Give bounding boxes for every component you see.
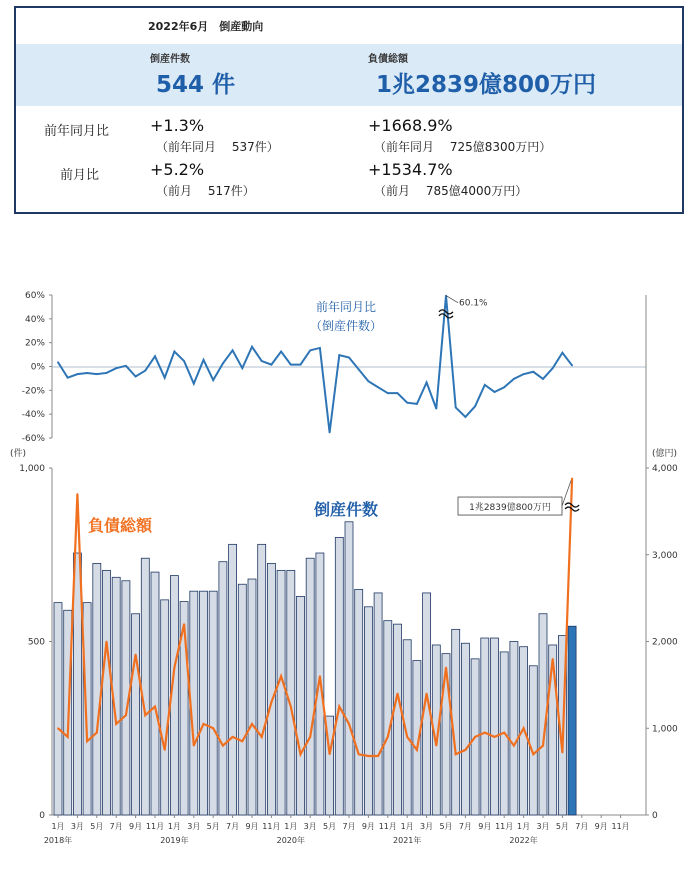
yoy-point [474,405,476,407]
yoy-point [309,349,311,351]
yoy-point [251,346,253,348]
debt-point [465,749,467,751]
yoy-count-note: （前年同月 537件） [156,140,279,154]
debt-point [338,706,340,708]
yoy-point [86,372,88,374]
year-label: 2018年 [43,836,73,845]
debt-point [455,753,457,755]
left-y-tick-label: 500 [27,637,45,648]
bar [209,591,217,815]
x-tick-label: 5月 [323,822,337,831]
yoy-point [523,373,525,375]
yoy-count: +1.3% [150,116,205,135]
yoy-point [280,351,282,353]
debt-point [115,723,117,725]
debt-series-title: 負債総額 [87,516,153,535]
debt-point [309,736,311,738]
bar [491,638,499,815]
bar [529,666,537,815]
bar [297,596,305,815]
debt-label: 負債総額 [368,54,408,65]
debt-point [387,736,389,738]
x-tick-label: 11月 [262,822,281,831]
summary-panel [14,6,684,214]
top-y-tick-label: -40% [21,410,45,421]
yoy-point [212,379,214,381]
debt-point [513,745,515,747]
debt-point [426,693,428,695]
yoy-point [542,378,544,380]
x-tick-label: 3月 [303,822,317,831]
debt-point [377,755,379,757]
x-tick-label: 7月 [458,822,472,831]
bar [384,621,392,815]
left-y-tick-label: 1,000 [19,464,45,474]
debt-point [358,753,360,755]
x-tick-label: 11月 [495,822,514,831]
yoy-point [174,351,176,353]
debt-point [193,745,195,747]
top-y-tick-label: 40% [24,314,45,325]
bar [267,563,275,815]
debt-point [532,753,534,755]
right-y-tick-label: 2,000 [652,637,678,648]
yoy-point [96,373,98,375]
bar [83,603,91,815]
bar [54,603,62,815]
bar [287,570,295,815]
bar [151,572,159,815]
year-label: 2020年 [276,836,305,845]
yoy-point [144,370,146,372]
count-value: 544 件 [156,72,236,98]
debt-point [203,723,205,725]
bar [103,570,111,815]
yoy-line [58,296,572,433]
yoy-point [154,355,156,357]
bar [394,624,402,815]
debt-point [144,714,146,716]
yoy-point [67,377,69,379]
x-tick-label: 1月 [167,822,181,831]
yoy-debt-note: （前年同月 725億8300万円） [374,140,552,154]
yoy-point [406,402,408,404]
debt-point [154,706,156,708]
x-tick-label: 3月 [187,822,201,831]
mom-debt-note: （前月 785億4000万円） [374,184,528,198]
year-label: 2021年 [393,836,422,845]
yoy-point [348,357,350,359]
bar [374,593,382,815]
bar-highlight [568,626,576,815]
yoy-peak-label: 60.1% [459,298,488,309]
x-tick-label: 7月 [575,822,589,831]
yoy-point [193,383,195,385]
debt-point [445,667,447,669]
debt-point [222,745,224,747]
debt-point [562,752,564,754]
yoy-point [222,363,224,365]
x-tick-label: 5月 [439,822,453,831]
debt-point [96,732,98,734]
debt-value: 1兆2839億800万円 [376,72,597,98]
right-y-tick-label: 3,000 [652,550,678,561]
yoy-point [455,407,457,409]
bar [229,544,237,815]
yoy-point [513,378,515,380]
mom-count: +5.2% [150,160,205,179]
bar [258,544,266,815]
bar [510,642,518,816]
x-tick-label: 5月 [555,822,569,831]
yoy-point [57,361,59,363]
bar [219,562,227,815]
yoy-point [368,380,370,382]
x-tick-label: 1月 [284,822,298,831]
debt-point [368,755,370,757]
debt-point [106,641,108,643]
debt-point [86,740,88,742]
bar [306,558,314,815]
yoy-point [232,349,234,351]
yoy-point [135,376,137,378]
x-tick-label: 9月 [361,822,375,831]
yoy-point [290,364,292,366]
debt-point [397,693,399,695]
top-chart-title: 前年同月比 [315,300,377,314]
debt-point [174,667,176,669]
mom-label: 前月比 [60,168,100,183]
top-y-tick-label: 0% [30,362,45,373]
top-y-tick-label: 20% [24,338,45,349]
x-tick-label: 9月 [594,822,608,831]
x-tick-label: 3月 [536,822,550,831]
bar [161,600,169,815]
bar [481,638,489,815]
x-tick-label: 7月 [226,822,240,831]
bar [141,558,149,815]
debt-point [329,753,331,755]
x-tick-label: 1月 [517,822,531,831]
debt-point [300,753,302,755]
yoy-point [426,382,428,384]
debt-point [212,727,214,729]
right-unit-label: (億円) [652,449,678,459]
x-tick-label: 1月 [400,822,414,831]
mom-debt: +1534.7% [368,160,453,179]
yoy-point [106,372,108,374]
yoy-point [203,359,205,361]
x-tick-label: 9月 [245,822,259,831]
bankruptcy-chart [0,280,700,880]
bar [132,614,140,815]
debt-annotation: 1兆2839億800万円 [469,503,551,514]
yoy-point [338,354,340,356]
x-tick-label: 3月 [420,822,434,831]
bar [364,607,372,815]
debt-point [280,675,282,677]
debt-point [164,749,166,751]
left-y-tick-label: 0 [39,811,45,821]
debt-point [552,658,554,660]
yoy-point [562,352,564,354]
debt-point [494,736,496,738]
debt-point [571,478,573,480]
debt-point [484,732,486,734]
bar [549,645,557,815]
yoy-point [261,360,263,362]
x-tick-label: 5月 [90,822,104,831]
bar [355,589,363,815]
yoy-point [183,360,185,362]
top-y-tick-label: -60% [21,434,45,444]
yoy-point [494,391,496,393]
x-tick-label: 9月 [129,822,143,831]
debt-point [319,675,321,677]
debt-point [232,736,234,738]
yoy-point [115,367,117,369]
yoy-point [387,392,389,394]
count-label: 倒産件数 [150,54,190,65]
debt-point [290,706,292,708]
yoy-point [552,367,554,369]
debt-point [523,727,525,729]
bar [345,522,353,815]
yoy-peak-leader [446,296,458,303]
debt-point [435,745,437,747]
yoy-point [435,408,437,410]
left-unit-label: (件) [10,449,27,459]
top-chart-subtitle: （倒産件数） [309,319,383,333]
count-series-title: 倒産件数 [313,500,379,519]
yoy-label: 前年同月比 [44,124,110,139]
x-tick-label: 3月 [70,822,84,831]
debt-point [416,749,418,751]
yoy-point [329,432,331,434]
yoy-point [164,377,166,379]
yoy-point [77,373,79,375]
x-tick-label: 11月 [611,822,630,831]
right-y-tick-label: 0 [652,811,658,821]
bar [200,591,208,815]
right-y-tick-label: 4,000 [652,464,678,474]
yoy-point [125,365,127,367]
x-tick-label: 7月 [109,822,123,831]
year-label: 2019年 [160,836,189,845]
debt-point [77,493,79,495]
bar [238,584,246,815]
bar [277,570,285,815]
debt-point [135,654,137,656]
debt-point [241,740,243,742]
bar [248,579,256,815]
x-tick-label: 1月 [51,822,65,831]
yoy-point [503,386,505,388]
yoy-point [484,384,486,386]
x-tick-label: 7月 [342,822,356,831]
debt-point [542,745,544,747]
right-y-tick-label: 1,000 [652,724,678,735]
debt-point [67,736,69,738]
debt-point [125,714,127,716]
yoy-point [532,371,534,373]
debt-point [271,701,273,703]
debt-point [261,736,263,738]
debt-point [251,723,253,725]
yoy-point [358,368,360,370]
bar [461,643,469,815]
year-label: 2022年 [509,836,538,845]
debt-point [474,736,476,738]
x-tick-label: 5月 [206,822,220,831]
x-tick-label: 11月 [145,822,165,831]
mom-count-note: （前月 517件） [156,184,255,198]
debt-point [406,736,408,738]
yoy-point [300,364,302,366]
yoy-point [571,365,573,367]
yoy-debt: +1668.9% [368,116,453,135]
yoy-point [241,367,243,369]
debt-point [503,732,505,734]
bar [335,537,343,815]
yoy-point [416,403,418,405]
top-y-tick-label: -20% [21,386,45,397]
yoy-point [271,364,273,366]
bar [442,654,450,815]
x-tick-label: 11月 [378,822,397,831]
yoy-point [319,347,321,349]
top-y-tick-label: 60% [24,291,45,301]
yoy-break-mark [439,310,453,318]
yoy-point [397,392,399,394]
debt-point [183,623,185,625]
summary-title: 2022年6月 倒産動向 [148,20,264,33]
bar [93,563,101,815]
debt-annotation-leader [562,480,571,506]
debt-point [57,727,59,729]
yoy-point [465,416,467,418]
yoy-point [377,386,379,388]
x-tick-label: 9月 [478,822,492,831]
debt-point [348,723,350,725]
